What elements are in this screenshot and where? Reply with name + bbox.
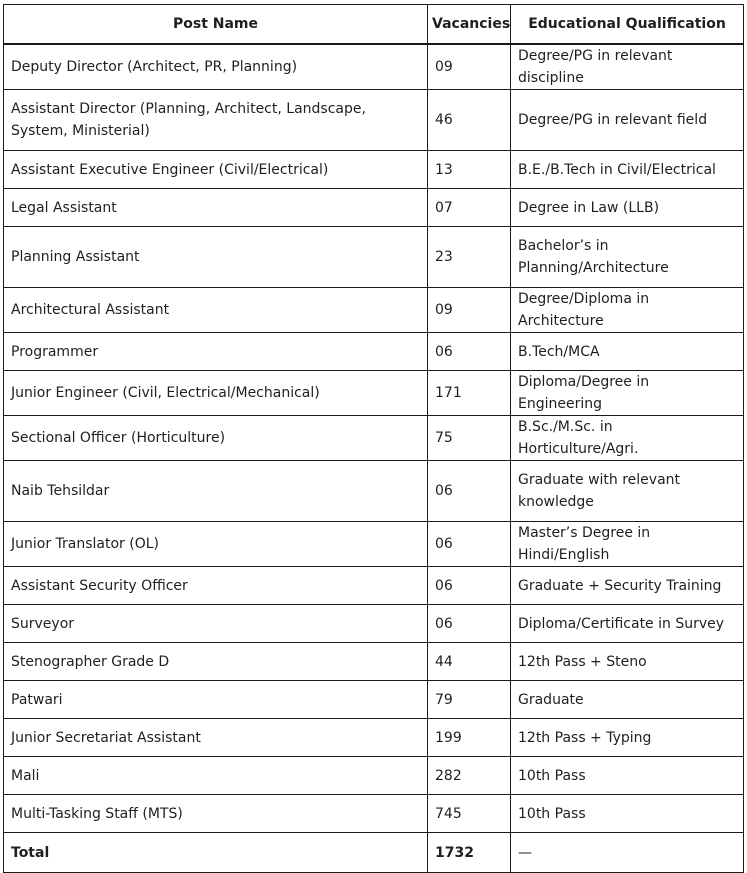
- table-row: [4, 416, 744, 461]
- qualification-cell: Degree/Diploma in Architecture: [511, 288, 744, 333]
- vacancies-cell: 06: [428, 567, 511, 605]
- header-vacancies: Vacancies: [428, 5, 511, 45]
- header-post-name: Post Name: [4, 5, 428, 45]
- total-vacancies: 1732: [428, 833, 511, 873]
- post-name-cell: Stenographer Grade D: [4, 643, 428, 681]
- vacancies-cell: 46: [428, 90, 511, 151]
- vacancies-cell: 171: [428, 371, 511, 416]
- qualification-cell: B.Sc./M.Sc. in Horticulture/Agri.: [511, 416, 744, 461]
- qualification-cell: Bachelor’s in Planning/Architecture: [511, 227, 744, 288]
- vacancies-cell: 07: [428, 189, 511, 227]
- post-name-cell: Mali: [4, 757, 428, 795]
- post-name-cell: Assistant Security Officer: [4, 567, 428, 605]
- table-row: [4, 719, 744, 757]
- qualification-cell: 10th Pass: [511, 795, 744, 833]
- total-row: [4, 833, 744, 873]
- vacancies-cell: 199: [428, 719, 511, 757]
- post-name-cell: Multi-Tasking Staff (MTS): [4, 795, 428, 833]
- vacancies-cell: 09: [428, 288, 511, 333]
- post-name-cell: Planning Assistant: [4, 227, 428, 288]
- post-name-cell: Naib Tehsildar: [4, 461, 428, 522]
- qualification-cell: B.Tech/MCA: [511, 333, 744, 371]
- table-row: [4, 189, 744, 227]
- vacancies-cell: 282: [428, 757, 511, 795]
- qualification-cell: Graduate with relevant knowledge: [511, 461, 744, 522]
- table-row: [4, 681, 744, 719]
- vacancies-cell: 09: [428, 44, 511, 90]
- qualification-cell: B.E./B.Tech in Civil/Electrical: [511, 151, 744, 189]
- qualification-cell: Graduate: [511, 681, 744, 719]
- post-name-cell: Legal Assistant: [4, 189, 428, 227]
- vacancy-table: [3, 4, 744, 873]
- post-name-cell: Deputy Director (Architect, PR, Planning): [4, 44, 428, 90]
- qualification-cell: Diploma/Degree in Engineering: [511, 371, 744, 416]
- qualification-cell: Diploma/Certificate in Survey: [511, 605, 744, 643]
- post-name-cell: Assistant Director (Planning, Architect, Landscape, System, Ministerial): [4, 90, 428, 151]
- post-name-cell: Architectural Assistant: [4, 288, 428, 333]
- table-row: [4, 461, 744, 522]
- vacancies-cell: 745: [428, 795, 511, 833]
- table-row: [4, 605, 744, 643]
- table-row: [4, 44, 744, 90]
- qualification-cell: 12th Pass + Steno: [511, 643, 744, 681]
- total-label: Total: [4, 833, 428, 873]
- qualification-cell: 12th Pass + Typing: [511, 719, 744, 757]
- qualification-cell: Degree/PG in relevant field: [511, 90, 744, 151]
- table-row: [4, 151, 744, 189]
- post-name-cell: Junior Engineer (Civil, Electrical/Mechanical): [4, 371, 428, 416]
- vacancies-cell: 13: [428, 151, 511, 189]
- post-name-cell: Programmer: [4, 333, 428, 371]
- header-qualification: Educational Qualification: [511, 5, 744, 45]
- post-name-cell: Junior Translator (OL): [4, 522, 428, 567]
- vacancies-cell: 44: [428, 643, 511, 681]
- vacancies-cell: 79: [428, 681, 511, 719]
- vacancies-cell: 06: [428, 461, 511, 522]
- vacancies-cell: 75: [428, 416, 511, 461]
- total-qualification: —: [511, 833, 744, 873]
- table-row: [4, 757, 744, 795]
- post-name-cell: Patwari: [4, 681, 428, 719]
- qualification-cell: Degree/PG in relevant discipline: [511, 44, 744, 90]
- post-name-cell: Surveyor: [4, 605, 428, 643]
- vacancies-cell: 06: [428, 333, 511, 371]
- table-row: [4, 333, 744, 371]
- table-row: [4, 567, 744, 605]
- post-name-cell: Junior Secretariat Assistant: [4, 719, 428, 757]
- table-row: [4, 643, 744, 681]
- vacancies-cell: 23: [428, 227, 511, 288]
- table-row: [4, 522, 744, 567]
- table-header-row: [4, 5, 744, 45]
- table-row: [4, 288, 744, 333]
- qualification-cell: Graduate + Security Training: [511, 567, 744, 605]
- post-name-cell: Sectional Officer (Horticulture): [4, 416, 428, 461]
- qualification-cell: Master’s Degree in Hindi/English: [511, 522, 744, 567]
- vacancy-table-container: [3, 4, 743, 873]
- vacancies-cell: 06: [428, 605, 511, 643]
- table-row: [4, 371, 744, 416]
- vacancies-cell: 06: [428, 522, 511, 567]
- table-row: [4, 795, 744, 833]
- qualification-cell: Degree in Law (LLB): [511, 189, 744, 227]
- table-row: [4, 227, 744, 288]
- qualification-cell: 10th Pass: [511, 757, 744, 795]
- post-name-cell: Assistant Executive Engineer (Civil/Electrical): [4, 151, 428, 189]
- table-row: [4, 90, 744, 151]
